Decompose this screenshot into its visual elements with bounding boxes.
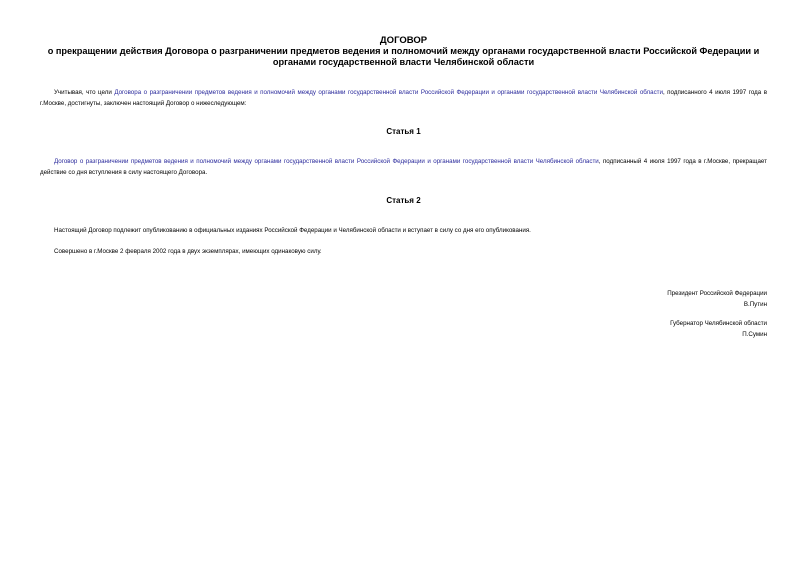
preamble-treaty-link[interactable]: Договора о разграничении предметов ведения и полномочий между органами государственной власти Российской Федерации и органами государственной власти Челябинской области: [114, 89, 663, 96]
document-title-block: [40, 35, 767, 68]
document-title: ДОГОВОР: [379, 35, 428, 46]
article-2-heading: Статья 2: [386, 196, 421, 205]
article-1-treaty-link[interactable]: Договор о разграничении предметов ведения и полномочий между органами государственной власти Российской Федерации и органами государственной власти Челябинской области: [54, 158, 599, 165]
signature-president: [467, 288, 767, 310]
preamble-paragraph: [40, 87, 767, 109]
article-2-paragraph: Настоящий Договор подлежит опубликованию в официальных изданиях Российской Федерации и Челябинской области и вступает в силу со дня его опубликования.: [54, 227, 531, 234]
preamble-text-end: , подписанного 4 июля 1997 года в г.Москве, достигнуты, заключен настоящий Договор о нижеследующем:: [40, 89, 768, 107]
document-subtitle: о прекращении действия Договора о разграничении предметов ведения и полномочий между органами государственной власти Российской Федерации и органами государственной власти Челябинской области: [47, 46, 760, 67]
signature-president-position: Президент Российской Федерации: [667, 290, 767, 297]
article-1-text: , подписанный 4 июля 1997 года в г.Москве, прекращает действие со дня вступления в силу настоящего Договора.: [40, 158, 767, 176]
signature-governor-position: Губернатор Челябинской области: [670, 320, 767, 327]
article-1-heading: Статья 1: [386, 127, 421, 136]
signature-president-name: В.Путин: [743, 301, 767, 308]
signature-governor: [467, 318, 767, 340]
closing-paragraph: Совершено в г.Москве 2 февраля 2002 года в двух экземплярах, имеющих одинаковую силу.: [54, 248, 322, 255]
signature-governor-name: П.Сумин: [742, 331, 767, 338]
article-1-paragraph: [40, 156, 767, 178]
preamble-text-start: Учитывая, что цели: [54, 89, 115, 96]
